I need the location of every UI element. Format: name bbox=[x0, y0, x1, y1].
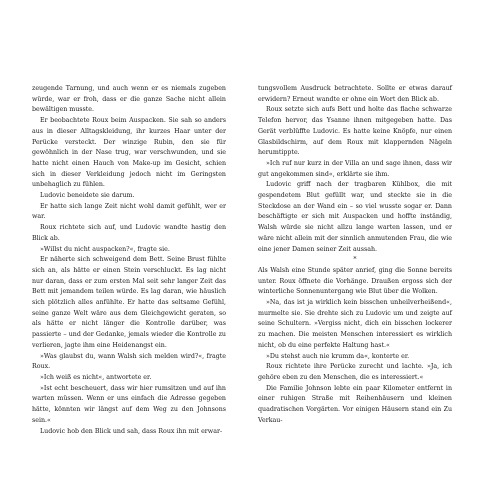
section-separator: * bbox=[353, 256, 357, 264]
paragraph: Ludovic beneidete sie darum. bbox=[40, 192, 135, 200]
paragraph: Roux richtete sich auf, und Ludovic wandte hastig den Blick ab. bbox=[32, 224, 226, 242]
paragraph: zeugende Tarnung, und auch wenn er es niemals zugeben würde, war er froh, dass er die ganze Sache nicht allein bewältigen musste. bbox=[32, 85, 226, 114]
paragraph: »Was glaubst du, wann Walsh sich melden wird?«, fragte Roux. bbox=[32, 352, 226, 371]
paragraph: Ludovic griff nach der tragbaren Kühlbox, die mit gespendetem Blut gefüllt war, und steckte sie in die Steckdose an der Wand ein – so viel wusste sogar er. Dann beschäftigte er sich mit Auspacken und hoffte inständig, Walsh würde sie nicht allzu lange warten lassen, und er wäre nicht allein mit der sinnlich anmutenden Frau, die wie eine jener Damen seiner Zeit aussah. bbox=[258, 181, 452, 253]
paragraph: Roux richtete ihre Perücke zurecht und lachte. »Ja, ich gehöre eben zu den Menschen, die es interessiert.« bbox=[258, 363, 452, 381]
paragraph: Die Familie Johnson lebte ein paar Kilometer entfernt in einer ruhigen Straße mit Reihenhäusern und kleinen quadratischen Vorgärten. Vor einigen Häusern stand ein Zu Verkau- bbox=[258, 384, 452, 424]
left-page bbox=[32, 84, 226, 437]
paragraph: Roux setzte sich aufs Bett und holte das flache schwarze Telefon hervor, das Ysanne ihnen mitgegeben hatte. Das Gerät verblüffte Ludovic. Es hatte keine Knöpfe, nur einen Glasbildschirm, auf dem Roux mit klappernden Nägeln herumtippte. bbox=[258, 106, 452, 157]
paragraph: Er näherte sich schweigend dem Bett. Seine Brust fühlte sich an, als hätte er einen Stein verschluckt. Es lag nicht nur daran, dass er zum ersten Mal seit sehr langer Zeit das Bett mit jemandem teilen würde. Es lag daran, wie häuslich sich plötzlich alles anfühlte. Er hatte das seltsame Gefühl, seine ganze Welt wäre aus dem Gleichgewicht geraten, so als hätte er nicht länger die Kontrolle darüber, was passierte – und der Gedanke, jemals wieder die Kontrolle zu verlieren, jagte ihm eine Heidenangst ein. bbox=[32, 256, 226, 349]
paragraph: Er beobachtete Roux beim Auspacken. Sie sah so anders aus in dieser Alltagskleidung, ihr kurzes Haar unter der Perücke versteckt. Der winzige Rubin, den sie für gewöhnlich in der Nase trug, war verschwunden, und sie hatte nicht einen Hauch von Make-up im Gesicht, schien sich in dieser Verkleidung jedoch nicht im Geringsten unbehaglich zu fühlen. bbox=[32, 117, 226, 189]
paragraph: »Willst du nicht auspacken?«, fragte sie. bbox=[40, 245, 170, 253]
paragraph: »Na, das ist ja wirklich kein bisschen unheilverheißend«, murmelte sie. Sie drehte sich zu Ludovic um und zeigte auf seine Schultern. »Vergiss nicht, dich ein bisschen lockerer zu machen. Die meisten Menschen interessiert es wirklich nicht, ob du eine perfekte Haltung hast.« bbox=[258, 299, 452, 349]
paragraph: Ludovic hob den Blick und sah, dass Roux ihn mit erwar- bbox=[40, 427, 223, 435]
right-page bbox=[258, 84, 452, 427]
paragraph: tungsvollem Ausdruck betrachtete. Sollte er etwas darauf erwidern? Erneut wandte er ohne ein Wort den Blick ab. bbox=[258, 85, 452, 103]
paragraph: Als Walsh eine Stunde später anrief, ging die Sonne bereits unter. Roux öffnete die Vorhänge. Draußen ergoss sich der winterliche Sonnenuntergang wie Blut über die Wolken. bbox=[258, 266, 452, 296]
paragraph: »Ich ruf nur kurz in der Villa an und sage ihnen, dass wir gut angekommen sind«, erklärte sie ihm. bbox=[258, 159, 452, 178]
paragraph: »Du stehst auch nie krumm da«, konterte er. bbox=[266, 352, 410, 360]
paragraph: »Ist echt bescheuert, dass wir hier rumsitzen und auf ihn warten müssen. Wenn er uns einfach die Adresse gegeben hätte, könnten wir längst auf dem Weg zu den Johnsons sein.« bbox=[32, 384, 226, 424]
paragraph: Er hatte sich lange Zeit nicht wohl damit gefühlt, wer er war. bbox=[32, 202, 226, 221]
paragraph: »Ich weiß es nicht«, antwortete er. bbox=[40, 373, 152, 381]
